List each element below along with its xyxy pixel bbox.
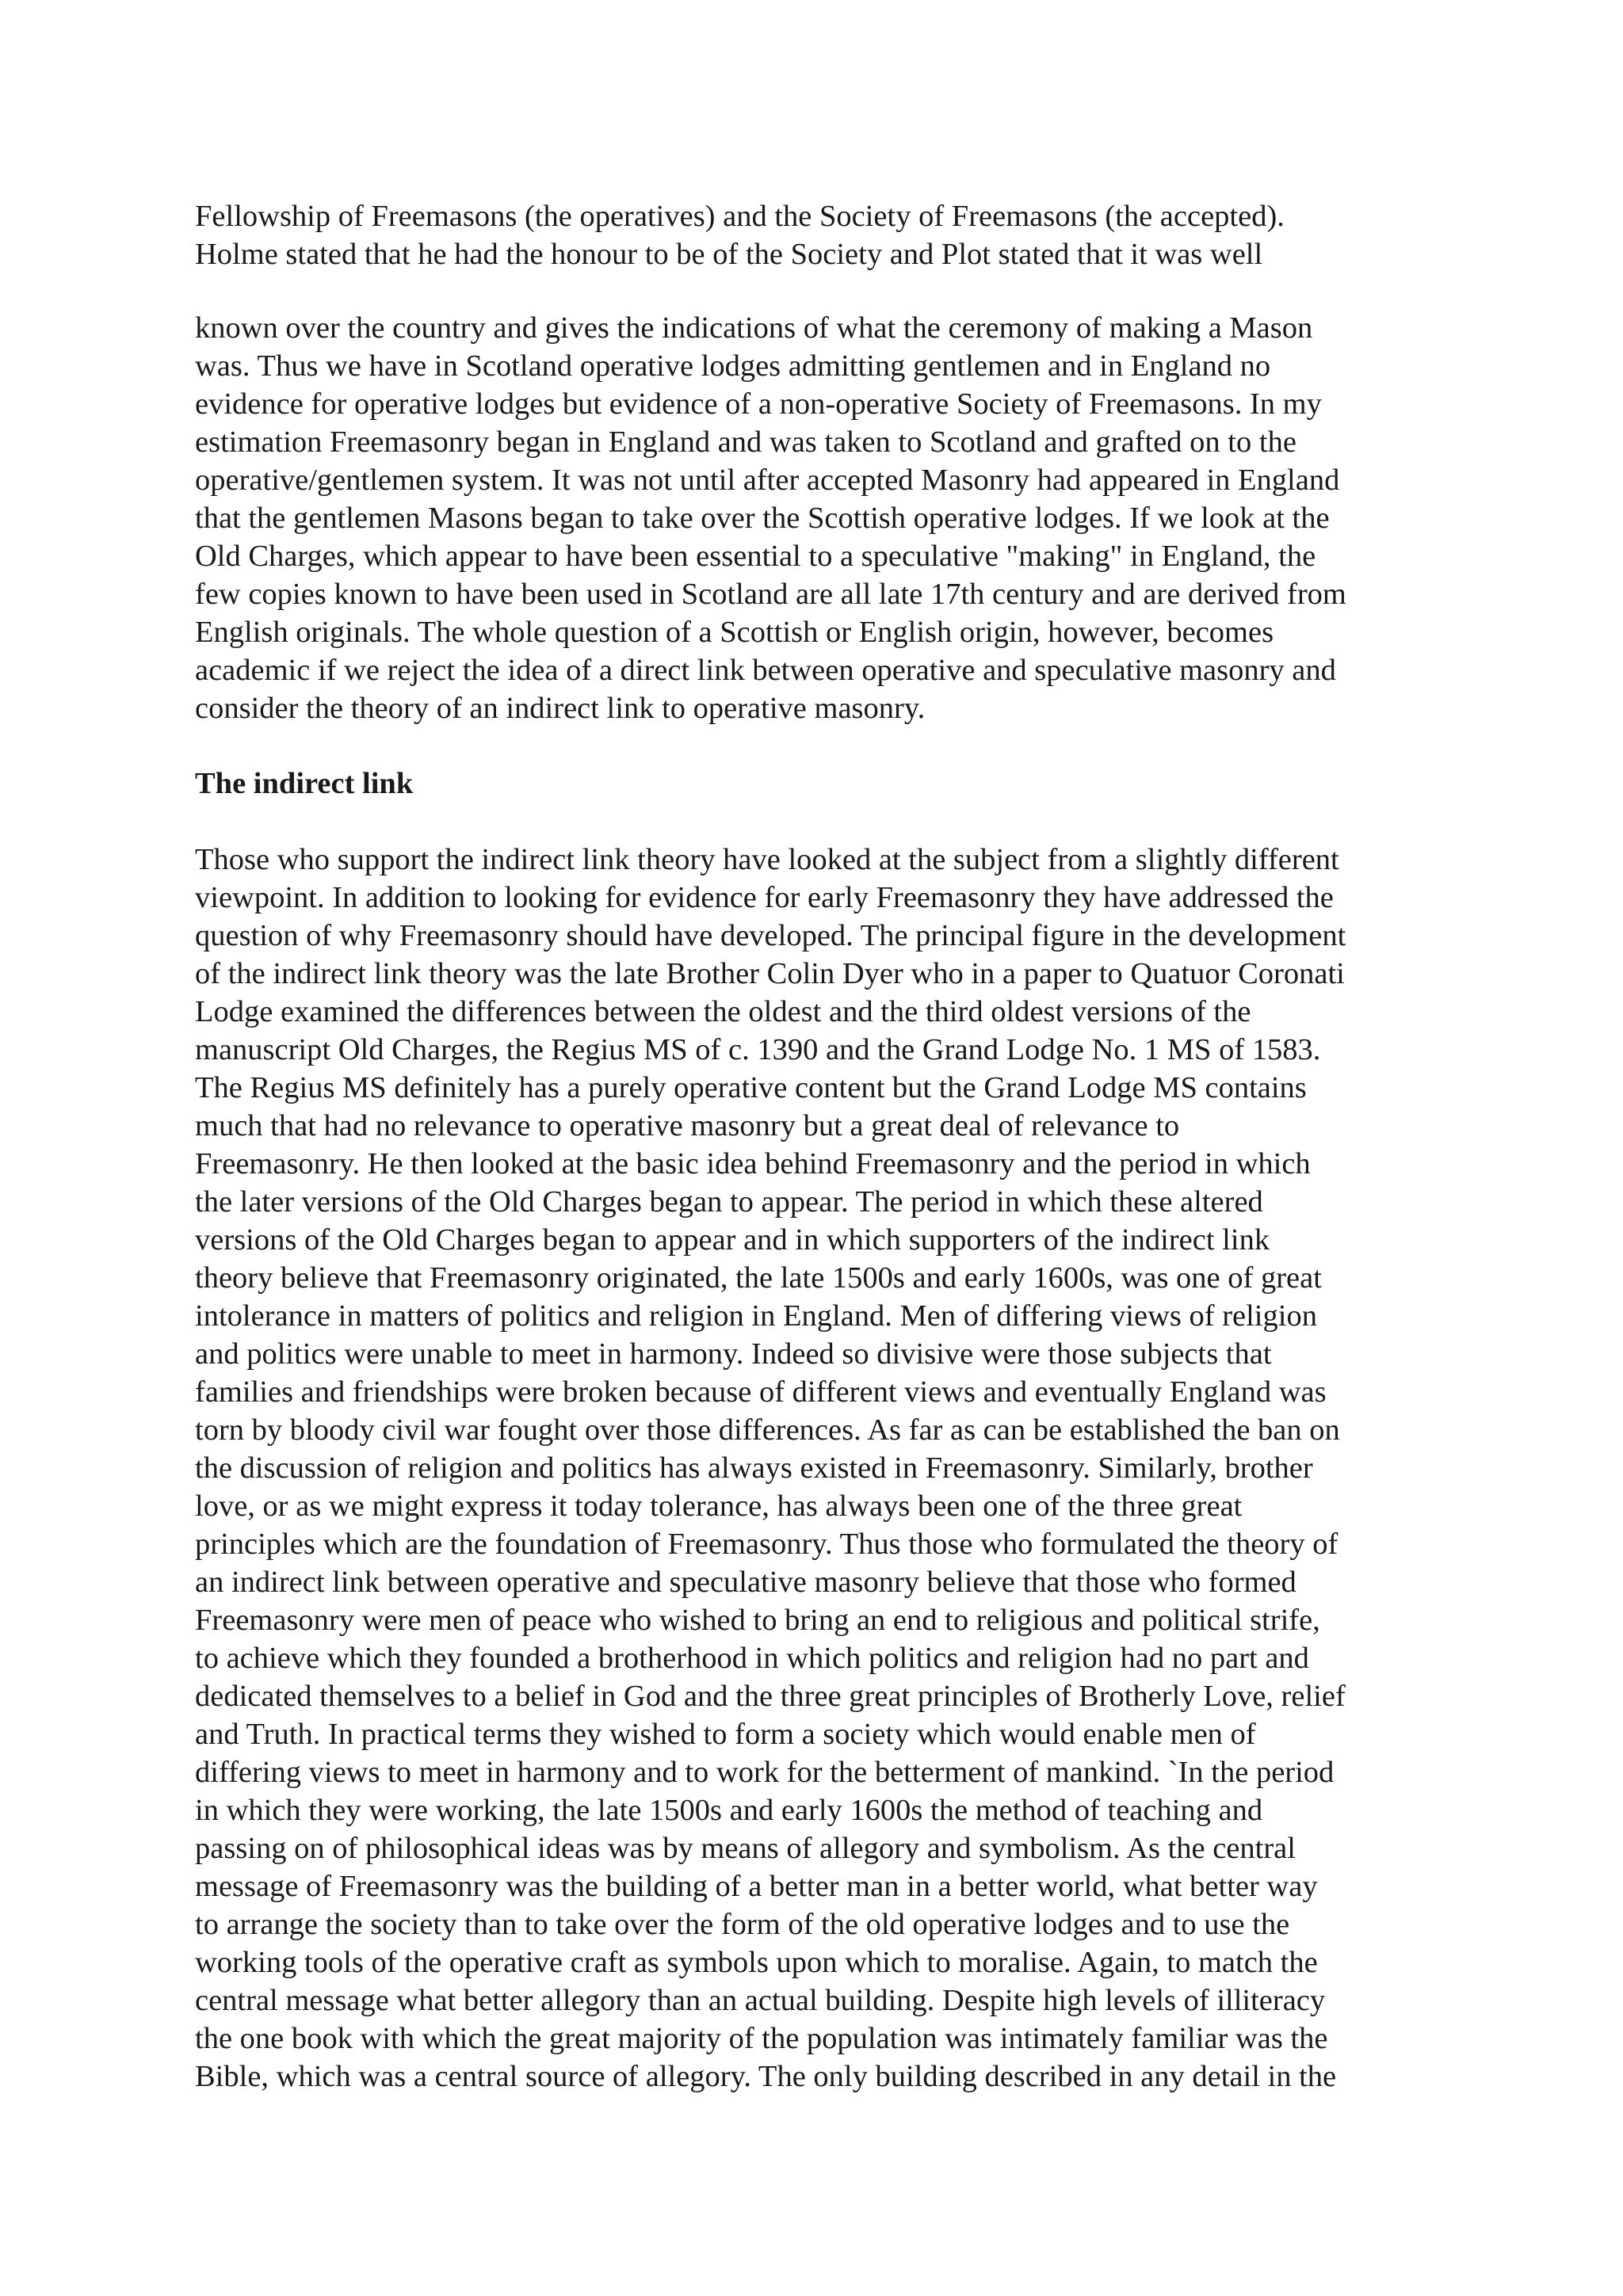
text-line: dedicated themselves to a belief in God and the three great principles of Brotherly Love, relief <box>195 1680 1346 1713</box>
text-line: estimation Freemasonry began in England and was taken to Scotland and grafted on to the <box>195 425 1296 459</box>
text-line: versions of the Old Charges began to appear and in which supporters of the indirect link <box>195 1223 1270 1257</box>
text-line: English originals. The whole question of a Scottish or English origin, however, becomes <box>195 616 1274 649</box>
paragraph-3 <box>195 841 1439 2096</box>
text-line: was. Thus we have in Scotland operative lodges admitting gentlemen and in England no <box>195 349 1271 383</box>
text-line: academic if we reject the idea of a direct link between operative and speculative masonry and <box>195 654 1336 687</box>
text-line: viewpoint. In addition to looking for evidence for early Freemasonry they have addressed the <box>195 881 1334 914</box>
text-line: much that had no relevance to operative masonry but a great deal of relevance to <box>195 1109 1180 1142</box>
text-line: Freemasonry. He then looked at the basic idea behind Freemasonry and the period in which <box>195 1147 1311 1180</box>
text-line: operative/gentlemen system. It was not until after accepted Masonry had appeared in England <box>195 463 1340 497</box>
text-line: to arrange the society than to take over the form of the old operative lodges and to use the <box>195 1908 1290 1941</box>
text-line: the discussion of religion and politics has always existed in Freemasonry. Similarly, brother <box>195 1451 1313 1485</box>
text-line: message of Freemasonry was the building of a better man in a better world, what better way <box>195 1870 1318 1903</box>
text-line: families and friendships were broken because of different views and eventually England was <box>195 1375 1327 1409</box>
text-line: differing views to meet in harmony and to work for the betterment of mankind. `In the period <box>195 1756 1335 1789</box>
text-line: working tools of the operative craft as symbols upon which to moralise. Again, to match the <box>195 1946 1318 1979</box>
text-line: question of why Freemasonry should have developed. The principal figure in the development <box>195 919 1346 952</box>
text-line: the one book with which the great majority of the population was intimately familiar was the <box>195 2022 1328 2055</box>
text-line: passing on of philosophical ideas was by means of allegory and symbolism. As the central <box>195 1832 1296 1865</box>
text-line: intolerance in matters of politics and religion in England. Men of differing views of religion <box>195 1299 1317 1333</box>
section-heading: The indirect link <box>195 767 414 800</box>
text-line: an indirect link between operative and speculative masonry believe that those who formed <box>195 1566 1296 1599</box>
text-line: manuscript Old Charges, the Regius MS of c. 1390 and the Grand Lodge No. 1 MS of 1583. <box>195 1033 1321 1066</box>
text-line: Freemasonry were men of peace who wished to bring an end to religious and political strife, <box>195 1604 1320 1637</box>
text-line: Bible, which was a central source of allegory. The only building described in any detail in the <box>195 2060 1337 2093</box>
text-line: Holme stated that he had the honour to be of the Society and Plot stated that it was well <box>195 238 1263 271</box>
text-line: that the gentlemen Masons began to take over the Scottish operative lodges. If we look at the <box>195 502 1330 535</box>
text-line: Old Charges, which appear to have been essential to a speculative "making" in England, the <box>195 540 1316 573</box>
text-line: theory believe that Freemasonry originated, the late 1500s and early 1600s, was one of great <box>195 1261 1322 1295</box>
text-line: consider the theory of an indirect link to operative masonry. <box>195 692 926 725</box>
text-line: and Truth. In practical terms they wished to form a society which would enable men of <box>195 1718 1256 1751</box>
text-line: the later versions of the Old Charges began to appear. The period in which these altered <box>195 1185 1263 1219</box>
text-line: and politics were unable to meet in harmony. Indeed so divisive were those subjects that <box>195 1337 1272 1371</box>
text-line: to achieve which they founded a brotherhood in which politics and religion had no part and <box>195 1642 1309 1675</box>
text-line: love, or as we might express it today tolerance, has always been one of the three great <box>195 1489 1243 1523</box>
paragraph-2 <box>195 309 1439 727</box>
text-line: torn by bloody civil war fought over those differences. As far as can be established the ban on <box>195 1413 1340 1447</box>
text-line: Lodge examined the differences between the oldest and the third oldest versions of the <box>195 995 1251 1028</box>
text-line: Fellowship of Freemasons (the operatives) and the Society of Freemasons (the accepted). <box>195 200 1285 233</box>
text-line: evidence for operative lodges but evidence of a non-operative Society of Freemasons. In my <box>195 387 1322 421</box>
text-line: The Regius MS definitely has a purely operative content but the Grand Lodge MS contains <box>195 1071 1307 1104</box>
text-line: principles which are the foundation of Freemasonry. Thus those who formulated the theory of <box>195 1527 1338 1561</box>
text-line: of the indirect link theory was the late Brother Colin Dyer who in a paper to Quatuor Coronati <box>195 957 1345 990</box>
text-line: in which they were working, the late 1500s and early 1600s the method of teaching and <box>195 1794 1263 1827</box>
text-line: central message what better allegory than an actual building. Despite high levels of illiteracy <box>195 1984 1326 2017</box>
text-line: known over the country and gives the indications of what the ceremony of making a Mason <box>195 311 1313 345</box>
paragraph-1 <box>195 197 1439 273</box>
text-line: few copies known to have been used in Scotland are all late 17th century and are derived from <box>195 578 1346 611</box>
text-line: Those who support the indirect link theory have looked at the subject from a slightly different <box>195 843 1339 876</box>
